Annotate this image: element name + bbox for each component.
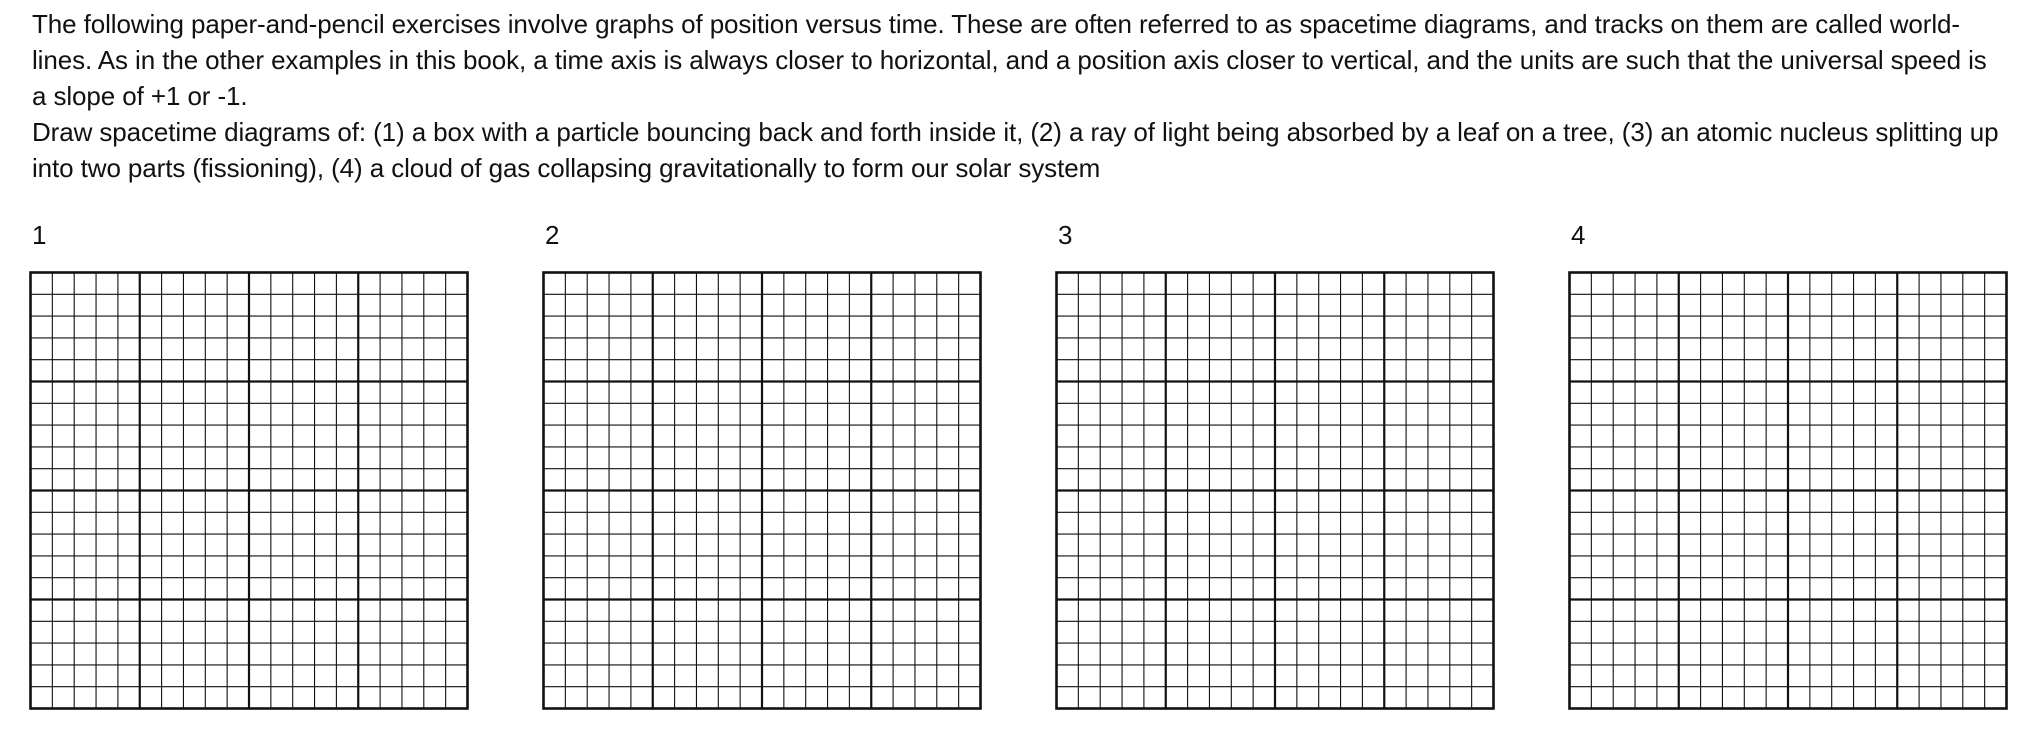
panel-3-number: 3: [1058, 220, 1073, 250]
panel-1-number: 1: [32, 220, 47, 250]
panel-4-number: 4: [1571, 220, 1586, 250]
intro-paragraph: The following paper-and-pencil exercises involve graphs of position versus time. These are often referred to as spacetime diagrams, and tracks on them are called world-lines. As in the other examples in this book, a time axis is always closer to horizontal, and a position axis closer to vertical, and the units are such that the universal speed is a slope of +1 or -1.: [32, 9, 1987, 111]
graph-paper-grid-1[interactable]: [29, 271, 469, 710]
graph-paper-grid-3[interactable]: [1055, 271, 1495, 710]
graph-paper-grid-2[interactable]: [542, 271, 982, 710]
graph-paper-grid-4[interactable]: [1568, 271, 2008, 710]
instructions-text: [32, 6, 2002, 186]
task-paragraph: Draw spacetime diagrams of: (1) a box with a particle bouncing back and forth inside it, (2) a ray of light being absorbed by a leaf on a tree, (3) an atomic nucleus splitting up into two parts (fissioning), (4) a cloud of gas collapsing gravitationally to form our solar system: [32, 117, 1999, 183]
panel-2-number: 2: [545, 220, 560, 250]
